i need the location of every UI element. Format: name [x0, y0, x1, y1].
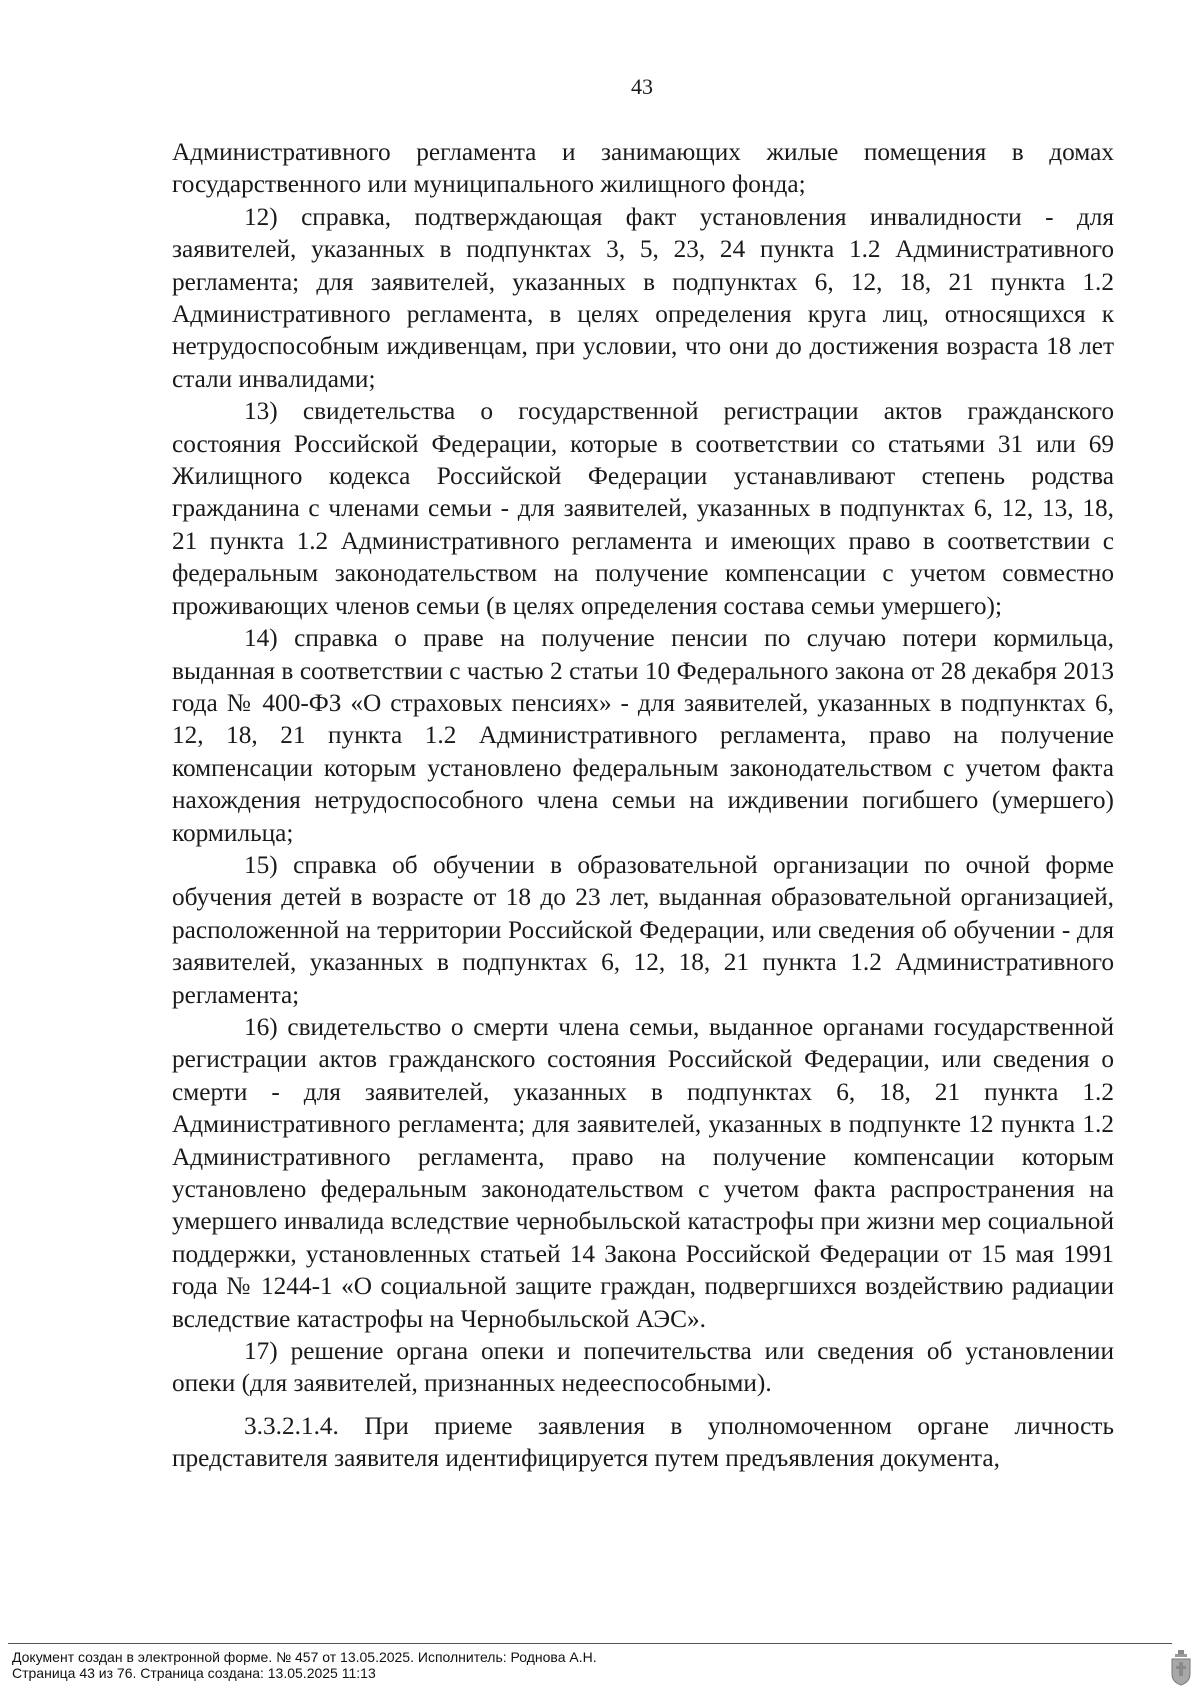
footer	[12, 1649, 597, 1681]
paragraph-section-3-3-2-1-4: 3.3.2.1.4. При приеме заявления в уполномоченном органе личность представителя заявителя идентифицируется путем предъявления документа,	[172, 1411, 1114, 1473]
footer-divider	[8, 1643, 1172, 1644]
coat-of-arms-icon	[1170, 1650, 1192, 1686]
document-body	[172, 136, 1114, 1475]
footer-page-info: Страница 43 из 76. Страница создана: 13.05.2025 11:13	[12, 1665, 376, 1681]
paragraph-item-16: 16) свидетельство о смерти члена семьи, выданное органами государственной регистрации актов гражданского состояния Российской Федерации, или сведения о смерти - для заявителей, указанных в подпунктах 6, 18, 21 пункта 1.2 Административного регламента; для заявителей, указанных в подпункте 12 пункта 1.2 Административного регламента, право на получение компенсации которым установлено федеральным законодательством с учетом факта распространения на умершего инвалида вследствие чернобыльской катастрофы при жизни мер социальной поддержки, установленных статьей 14 Закона Российской Федерации от 15 мая 1991 года № 1244-1 «О социальной защите граждан, подвергшихся воздействию радиации вследствие катастрофы на Чернобыльской АЭС».	[172, 1012, 1114, 1333]
paragraph-item-13: 13) свидетельства о государственной регистрации актов гражданского состояния Российской Федерации, которые в соответствии со статьями 31 или 69 Жилищного кодекса Российской Федерации устанавливают степень родства гражданина с членами семьи - для заявителей, указанных в подпунктах 6, 12, 13, 18, 21 пункта 1.2 Административного регламента и имеющих право в соответствии с федеральным законодательством на получение компенсации с учетом совместно проживающих членов семьи (в целях определения состава семьи умершего);	[172, 397, 1114, 620]
paragraph-item-15: 15) справка об обучении в образовательной организации по очной форме обучения детей в возрасте от 18 до 23 лет, выданная образовательной организацией, расположенной на территории Российской Федерации, или сведения об обучении - для заявителей, указанных в подпунктах 6, 12, 18, 21 пункта 1.2 Административного регламента;	[172, 850, 1114, 1009]
paragraph-item-12: 12) справка, подтверждающая факт установления инвалидности - для заявителей, указанных в подпунктах 3, 5, 23, 24 пункта 1.2 Административного регламента; для заявителей, указанных в подпунктах 6, 12, 18, 21 пункта 1.2 Административного регламента, в целях определения круга лиц, относящихся к нетрудоспособным иждивенцам, при условии, что они до достижения возраста 18 лет стали инвалидами;	[172, 202, 1114, 393]
paragraph-item-14: 14) справка о праве на получение пенсии по случаю потери кормильца, выданная в соответствии с частью 2 статьи 10 Федерального закона от 28 декабря 2013 года № 400-ФЗ «О страховых пенсиях» - для заявителей, указанных в подпунктах 6, 12, 18, 21 пункта 1.2 Административного регламента, право на получение компенсации которым установлено федеральным законодательством с учетом факта нахождения нетрудоспособного члена семьи на иждивении погибшего (умершего) кормильца;	[172, 624, 1114, 847]
paragraph-item-17: 17) решение органа опеки и попечительства или сведения об установлении опеки (для заявителей, признанных недееспособными).	[172, 1337, 1114, 1398]
page-number: 43	[631, 74, 653, 99]
paragraph-continuation: Административного регламента и занимающих жилые помещения в домах государственного или муниципального жилищного фонда;	[172, 138, 1114, 199]
footer-document-info: Документ создан в электронной форме. № 457 от 13.05.2025. Исполнитель: Роднова А.Н.	[12, 1649, 597, 1665]
